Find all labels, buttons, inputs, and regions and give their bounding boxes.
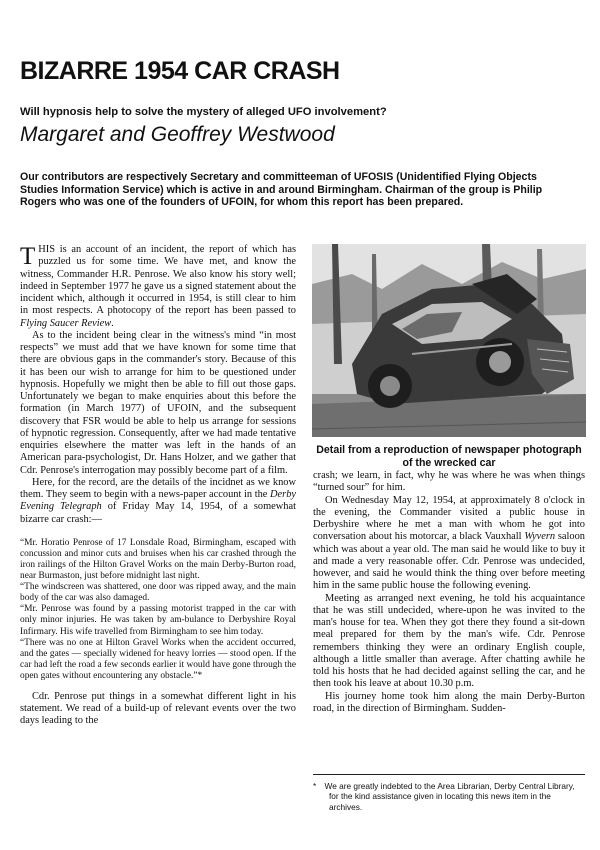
newspaper-quote: [20, 538, 296, 682]
quote-paragraph: “The windscreen was shattered, one door was ripped away, and the main body of the car was also damaged.: [20, 582, 296, 604]
body-paragraph: THIS is an account of an incident, the report of which has puzzled us for some time. We have met, and know the witness, Commander H.R. Penrose. We also know his story well; indeed in September 1977 he gave us a signed statement about the incident which, although it occurred in 1954, is still clear to him in most respects. A photocopy of the report has been passed to Flying Saucer Review.: [20, 243, 296, 329]
headline: BIZARRE 1954 CAR CRASH: [20, 57, 340, 85]
quote-paragraph: “Mr. Horatio Penrose of 17 Lonsdale Road, Birmingham, escaped with concussion and minor cuts and bruises when his car crashed through the iron railings of the Hilton Gravel Works on the main Derby-Burton road, near Burmaston, just before midnight last night.: [20, 537, 296, 582]
body-paragraph: Here, for the record, are the details of the incidnet as we know them. They seem to begin with a news-paper account in the Derby Evening Telegraph of Friday May 14, 1954, of a somewhat bizarre car crash:—: [20, 476, 296, 525]
footnote: * We are greatly indebted to the Area Librarian, Derby Central Library, for the kind assistance given in locating this news item in the archives.: [313, 781, 575, 812]
quote-paragraph: “There was no one at Hilton Gravel Works when the accident occurred, and the gates — specially widened for heavy lorries — stood open. If the car had left the road a few seconds earlier it would have gone through the open gates without encountering any obstacle.”*: [20, 637, 296, 681]
body-paragraph: crash; we learn, in fact, why he was where he was when things “turned sour” for him.: [313, 470, 585, 494]
photo-caption: Detail from a reproduction of newspaper photograph of the wrecked car: [316, 444, 582, 469]
right-column: [313, 470, 585, 715]
drop-cap: T: [20, 243, 36, 270]
body-paragraph: On Wednesday May 12, 1954, at approximately 8 o'clock in the evening, the Commander visited a public house in Derbyshire where he met a man with whom he got into conversation about his motorcar, a black Vauxhall Wyvern saloon which was about a year old. The man said he would like to buy it and made a very reasonable offer. Cdr. Penrose was undecided, however, and said he would think the thing over before meeting him in the same public house the following evening.: [313, 494, 586, 592]
quote-paragraph: “Mr. Penrose was found by a passing motorist trapped in the car with only minor injuries. He was taken by am-bulance to Derbyshire Royal Infirmary. His wife travelled from Birmingham to see him today.: [20, 604, 296, 637]
body-paragraph: Cdr. Penrose put things in a somewhat different light in his statement. We read of a build-up of relevant events over the two days leading to the: [20, 690, 296, 727]
wrecked-car-image: [312, 244, 586, 437]
body-paragraph: His journey home took him along the main Derby-Burton road, in the direction of Birmingham. Sudden-: [313, 690, 585, 714]
wrecked-car-photo: [312, 244, 586, 437]
subheadline: Will hypnosis help to solve the mystery of alleged UFO involvement?: [20, 106, 387, 118]
left-column: [20, 244, 296, 728]
author-byline: Margaret and Geoffrey Westwood: [20, 123, 335, 146]
intro-paragraph: Our contributors are respectively Secretary and committeeman of UFOSIS (Unidentified Flying Objects Studies Information Service) which is active in and around Birmingham. Chairman of the group is Philip Rogers who was one of the founders of UFOIN, for whom this report has been prepared.: [20, 171, 543, 209]
body-paragraph: As to the incident being clear in the witness's mind “in most respects” we must add that we have known for some time that there are obvious gaps in the commander's story. Because of this it has been our wish to arrange for him to be questioned under hypnosis. Hopefully we might then be able to fill out those gaps. Unfortunately we began to make enquiries about this before the formation (in March 1977) of UFOIN, and the subsequent discovery that FSR would be able to help us arrange for sessions of hypnotic regression. Consequently, after we had made tentative enquiries elsewhere the matter was left in the hands of an American para-psychologist, Dr. Hans Holzer, and we gather that Cdr. Penrose's interrogation may possibly become part of a film.: [20, 329, 296, 476]
body-paragraph: Meeting as arranged next evening, he told his acquaintance that he was still undecided, where-upon he was invited to the man's house for tea. When they got there they found a sit-down meal prepared for them by the man's wife. Cdr. Penrose remembers thinking they were an ordinary English couple, although a little smaller than average. After chatting awhile he told his hosts that he had decided against selling the car, and he then took his leave at about 10.30 p.m.: [313, 592, 585, 690]
footnote-divider: [313, 774, 585, 775]
